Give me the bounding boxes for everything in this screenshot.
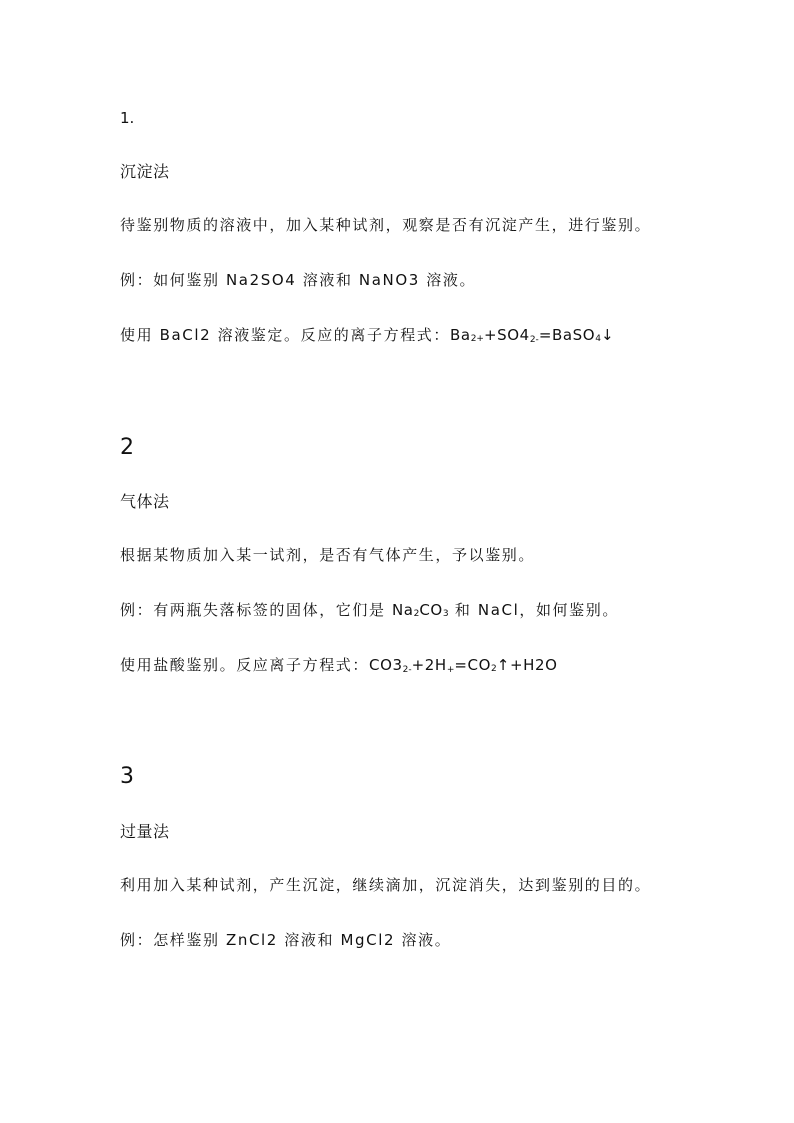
section-method xyxy=(120,325,614,350)
section-heading: 沉淀法 xyxy=(120,162,170,181)
section-method xyxy=(120,655,558,680)
equation-part: =BaSO xyxy=(538,326,596,344)
gas-arrow: ↑ xyxy=(496,656,510,674)
section-example xyxy=(120,600,619,624)
method-text: 使用 BaCl2 溶液鉴定。反应的离子方程式： xyxy=(120,326,451,344)
section-number: 1. xyxy=(120,109,135,127)
ion-charge: 2- xyxy=(402,665,412,675)
ionic-equation xyxy=(450,326,614,344)
equation-part: =CO xyxy=(454,656,492,674)
section-number: 3 xyxy=(120,764,134,789)
section-heading: 过量法 xyxy=(120,822,170,841)
ion-charge: 2- xyxy=(529,335,539,345)
section-description: 待鉴别物质的溶液中，加入某种试剂，观察是否有沉淀产生，进行鉴别。 xyxy=(120,216,652,234)
example-text: 和 NaCl，如何鉴别。 xyxy=(448,601,619,619)
equation-part: Ba xyxy=(450,326,471,344)
equation-part: +SO4 xyxy=(483,326,530,344)
equation-part: +2H xyxy=(411,656,447,674)
section-example: 例：怎样鉴别 ZnCl2 溶液和 MgCl2 溶液。 xyxy=(120,931,452,949)
section-number: 2 xyxy=(120,435,134,460)
ion-charge: + xyxy=(446,665,455,675)
formula-part: CO xyxy=(419,601,443,619)
subscript: 4 xyxy=(595,334,601,344)
subscript: 3 xyxy=(442,609,449,619)
section-heading: 气体法 xyxy=(120,492,170,511)
ion-charge: 2+ xyxy=(470,334,484,344)
section-example: 例：如何鉴别 Na2SO4 溶液和 NaNO3 溶液。 xyxy=(120,271,477,289)
method-text: 使用盐酸鉴别。反应离子方程式： xyxy=(120,656,370,674)
ionic-equation xyxy=(369,656,558,674)
subscript: 2 xyxy=(491,664,497,674)
precipitate-arrow: ↓ xyxy=(600,326,615,344)
section-description: 利用加入某种试剂，产生沉淀，继续滴加，沉淀消失，达到鉴别的目的。 xyxy=(120,876,652,894)
equation-part: CO3 xyxy=(369,656,403,674)
chemical-formula xyxy=(392,601,449,619)
section-description: 根据某物质加入某一试剂，是否有气体产生，予以鉴别。 xyxy=(120,546,536,564)
subscript: 2 xyxy=(413,609,420,619)
formula-part: Na xyxy=(391,601,414,619)
example-text: 例：有两瓶失落标签的固体，它们是 xyxy=(120,601,392,619)
equation-part: +H2O xyxy=(509,656,558,674)
